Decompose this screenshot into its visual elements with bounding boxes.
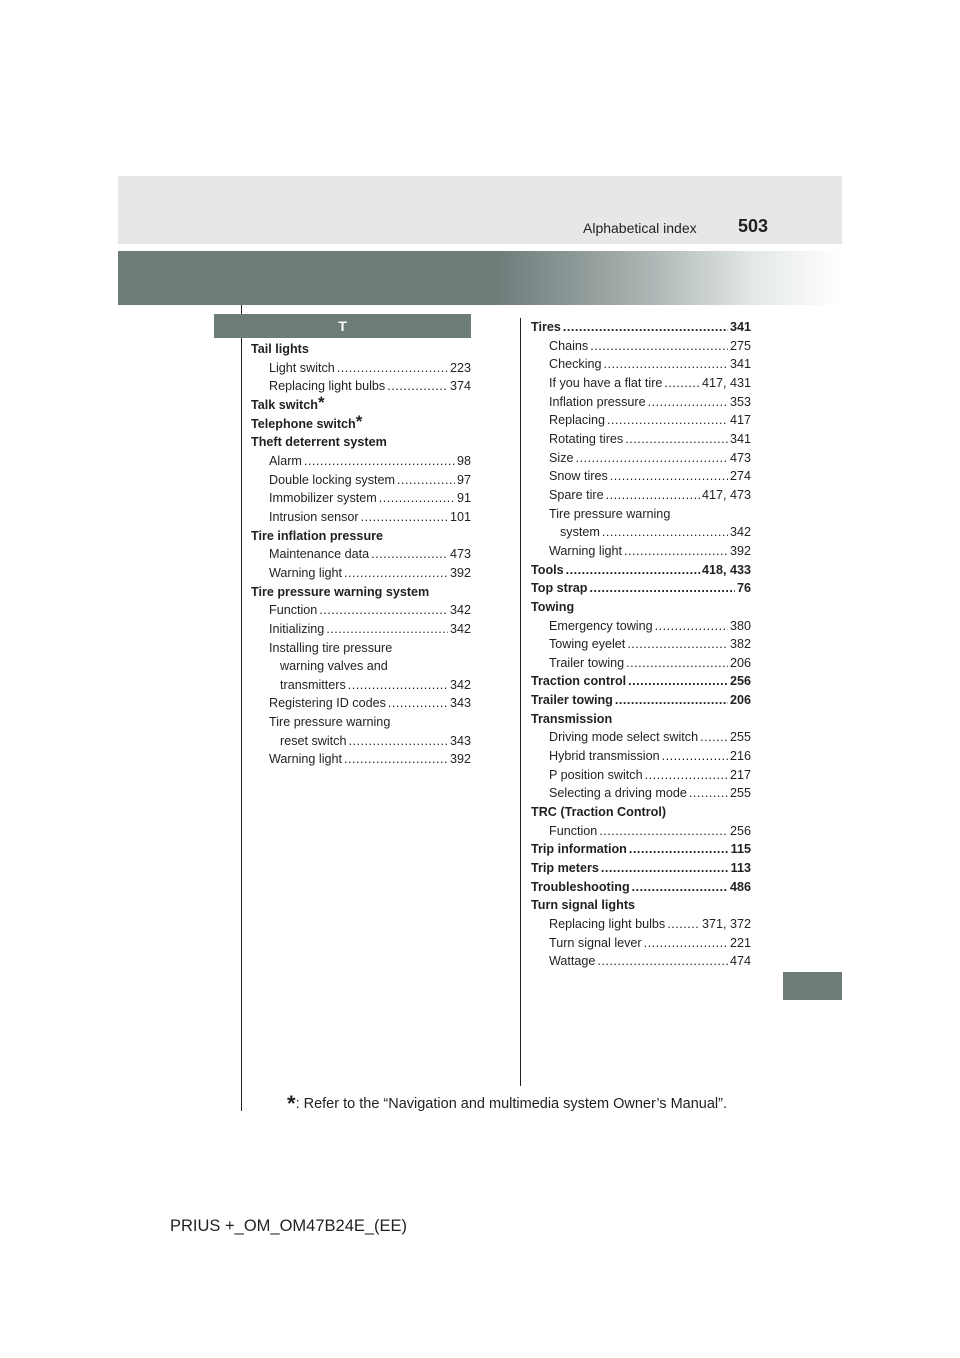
- index-entry: [531, 728, 751, 747]
- index-entry-text: Alarm: [269, 453, 302, 468]
- index-entry-page: 341: [729, 320, 751, 334]
- index-entry: [251, 639, 471, 658]
- index-entry: [531, 784, 751, 803]
- index-entry: [531, 654, 751, 673]
- index-entry-text: Emergency towing: [549, 618, 653, 633]
- index-entry-page: 374: [449, 379, 471, 394]
- dot-leader: [397, 471, 455, 490]
- index-entry-page: 98: [456, 453, 471, 468]
- index-entry-page: 217: [729, 767, 751, 782]
- dot-leader: [700, 728, 728, 747]
- index-entry-text: Towing: [531, 599, 575, 614]
- dot-leader: [344, 750, 448, 769]
- index-entry-page: 255: [729, 786, 751, 801]
- index-entry: [251, 340, 471, 359]
- footnote-reference-mark: *: [317, 392, 325, 412]
- index-entry-text: Replacing light bulbs: [549, 917, 666, 931]
- dot-leader: [664, 374, 700, 393]
- dot-leader: [337, 359, 448, 378]
- index-entry-page: 417, 431: [701, 375, 751, 390]
- index-entry-text: Warning light: [549, 543, 623, 558]
- index-entry-text: system: [560, 525, 600, 540]
- index-entry-label: [549, 393, 646, 412]
- index-entry-page: 101: [449, 509, 471, 524]
- index-entry-text: Replacing: [549, 413, 606, 428]
- index-entry: [531, 915, 751, 934]
- index-entry-label: [251, 433, 387, 452]
- dot-leader: [644, 934, 728, 953]
- index-entry-text: Trip meters: [531, 861, 599, 876]
- index-entry-label: [269, 713, 390, 732]
- dot-leader: [615, 691, 728, 710]
- dot-leader: [604, 355, 728, 374]
- index-entry-page: 392: [449, 565, 471, 580]
- index-entry-page: 223: [449, 360, 471, 375]
- index-entry: [531, 579, 751, 598]
- index-entry-label: [251, 411, 363, 434]
- footnote: [287, 1088, 727, 1114]
- index-entry-label: [549, 617, 653, 636]
- index-entry-text: P position switch: [549, 767, 643, 782]
- index-entry-page: 343: [449, 696, 471, 711]
- index-entry-text: Trailer towing: [549, 655, 625, 670]
- index-entry-text: Installing tire pressure: [269, 640, 393, 655]
- index-entry-text: Traction control: [531, 674, 627, 689]
- index-entry: [251, 359, 471, 378]
- index-entry-page: 382: [729, 637, 751, 652]
- dot-leader: [645, 766, 728, 785]
- index-entry: [531, 486, 751, 505]
- index-entry-label: [269, 508, 359, 527]
- index-entry-label: [531, 803, 666, 822]
- index-entry-text: Immobilizer system: [269, 491, 377, 506]
- index-entry-text: Tire pressure warning system: [251, 584, 430, 599]
- index-entry: [251, 713, 471, 732]
- index-entry-page: 342: [449, 677, 471, 692]
- dot-leader: [689, 784, 728, 803]
- index-entry: [251, 545, 471, 564]
- index-entry-label: [549, 430, 623, 449]
- dot-leader: [379, 489, 455, 508]
- dot-leader: [625, 430, 728, 449]
- index-entry-page: 392: [449, 752, 471, 767]
- index-entry: [251, 527, 471, 546]
- dot-leader: [590, 337, 728, 356]
- index-entry-page: 256: [729, 823, 751, 838]
- index-entry-text: Function: [549, 823, 598, 838]
- index-entry-label: [549, 374, 662, 393]
- document-code: PRIUS +_OM_OM47B24E_(EE): [170, 1217, 408, 1235]
- index-entry-text: Rotating tires: [549, 431, 624, 446]
- index-entry-label: [549, 411, 605, 430]
- index-entry-text: Warning light: [269, 752, 343, 767]
- index-entry-page: 255: [729, 730, 751, 745]
- index-entry-text: Checking: [549, 357, 602, 372]
- index-entry-page: 473: [729, 450, 751, 465]
- index-entry-text: Tire pressure warning: [549, 506, 671, 521]
- index-entry-label: [269, 545, 369, 564]
- index-entry-text: Tools: [531, 562, 564, 577]
- index-entry: [251, 452, 471, 471]
- index-entry: [531, 542, 751, 561]
- index-entry-text: Warning light: [269, 565, 343, 580]
- index-entry: [251, 564, 471, 583]
- index-entry-label: [549, 355, 602, 374]
- dot-leader: [601, 859, 729, 878]
- index-entry-page: 216: [729, 749, 751, 764]
- index-entry-label: [269, 564, 342, 583]
- section-title: Alphabetical index: [583, 220, 697, 236]
- index-entry-page: 221: [729, 935, 751, 950]
- dot-leader: [662, 747, 728, 766]
- index-entry-label: [531, 579, 587, 598]
- dot-leader: [629, 840, 729, 859]
- index-entry-label: [549, 449, 574, 468]
- letter-section-header: T: [214, 314, 471, 338]
- index-entry-label: [549, 542, 622, 561]
- index-entry: [531, 747, 751, 766]
- index-entry: [531, 430, 751, 449]
- index-entry-label: [269, 694, 386, 713]
- index-entry-text: Intrusion sensor: [269, 509, 359, 524]
- index-entry-text: Trip information: [531, 842, 627, 857]
- index-entry-page: 417, 473: [701, 487, 751, 502]
- index-entry-text: Snow tires: [549, 469, 608, 484]
- index-entry-text: Top strap: [531, 581, 588, 596]
- index-entry-label: [531, 859, 599, 878]
- index-entry-label: [549, 467, 608, 486]
- index-entry: [531, 952, 751, 971]
- index-entry-text: Size: [549, 450, 574, 465]
- index-entry: [531, 896, 751, 915]
- dot-leader: [606, 486, 700, 505]
- index-entry-text: Spare tire: [549, 487, 604, 502]
- footnote-reference-mark: *: [355, 411, 363, 431]
- index-entry: [531, 393, 751, 412]
- footnote-text: : Refer to the “Navigation and multimedia system Owner’s Manual”.: [295, 1096, 727, 1112]
- index-entry-page: 417: [729, 413, 751, 428]
- dot-leader: [589, 579, 735, 598]
- index-entry-page: 341: [729, 431, 751, 446]
- index-entry-page: 342: [449, 621, 471, 636]
- index-entry-label: [280, 732, 347, 751]
- index-entry: [531, 934, 751, 953]
- dot-leader: [371, 545, 448, 564]
- index-entry-text: Function: [269, 603, 318, 618]
- index-entry-label: [251, 527, 383, 546]
- index-entry-page: 206: [729, 693, 751, 708]
- index-entry-label: [549, 635, 625, 654]
- index-entry-page: 342: [449, 603, 471, 618]
- thumb-index-tab: [783, 972, 842, 1000]
- index-entry-text: If you have a flat tire: [549, 375, 663, 390]
- index-entry-label: [269, 620, 324, 639]
- index-entry-text: Theft deterrent system: [251, 435, 387, 450]
- index-entry: [531, 449, 751, 468]
- dot-leader: [624, 542, 728, 561]
- index-entry-page: 380: [729, 618, 751, 633]
- dot-leader: [361, 508, 448, 527]
- index-entry: [251, 508, 471, 527]
- dot-leader: [387, 377, 448, 396]
- index-entry: [531, 803, 751, 822]
- dot-leader: [632, 878, 728, 897]
- index-entry: [251, 694, 471, 713]
- index-entry-label: [549, 486, 604, 505]
- index-entry: [531, 672, 751, 691]
- dot-leader: [344, 564, 448, 583]
- dot-leader: [667, 915, 700, 934]
- index-entry: [531, 840, 751, 859]
- index-entry: [531, 337, 751, 356]
- dot-leader: [563, 318, 728, 337]
- index-entry-text: Towing eyelet: [549, 637, 626, 652]
- index-entry-label: [549, 728, 698, 747]
- index-entry-page: 76: [736, 581, 751, 596]
- index-entry-label: [269, 359, 335, 378]
- index-entry-label: [531, 598, 574, 617]
- index-entry-page: 275: [729, 338, 751, 353]
- index-entry: [531, 355, 751, 374]
- dot-leader: [388, 694, 448, 713]
- index-entry: [531, 710, 751, 729]
- index-entry-page: 113: [730, 861, 751, 876]
- index-entry: [251, 433, 471, 452]
- index-entry: [251, 732, 471, 751]
- header-band: [118, 251, 842, 305]
- index-entry-page: 115: [730, 842, 751, 857]
- dot-leader: [349, 732, 448, 751]
- index-entry-text: Transmission: [531, 711, 613, 726]
- index-entry-label: [251, 340, 309, 359]
- index-entry-label: [549, 822, 597, 841]
- index-entry-page: 343: [449, 733, 471, 748]
- index-entry-label: [531, 878, 630, 897]
- index-entry-page: 97: [456, 472, 471, 487]
- index-column-right: [531, 318, 751, 971]
- index-entry-text: Maintenance data: [269, 547, 370, 562]
- index-entry: [531, 878, 751, 897]
- index-entry-text: Driving mode select switch: [549, 730, 699, 745]
- dot-leader: [655, 617, 728, 636]
- index-entry: [531, 467, 751, 486]
- index-entry-label: [531, 561, 564, 580]
- index-entry-page: 474: [729, 954, 751, 969]
- index-entry: [531, 374, 751, 393]
- page-number: 503: [738, 216, 769, 236]
- index-entry: [251, 583, 471, 602]
- dot-leader: [648, 393, 728, 412]
- index-entry-label: [269, 377, 385, 396]
- index-entry-label: [560, 523, 600, 542]
- column-divider: [520, 318, 521, 1086]
- index-entry-text: Wattage: [549, 954, 596, 969]
- index-entry-label: [549, 934, 642, 953]
- index-entry-page: 371, 372: [701, 917, 751, 931]
- index-entry: [531, 822, 751, 841]
- index-entry-text: Replacing light bulbs: [269, 379, 386, 394]
- index-entry-label: [269, 601, 317, 620]
- index-entry: [251, 657, 471, 676]
- dot-leader: [566, 561, 700, 580]
- index-entry-text: Tires: [531, 320, 561, 334]
- index-entry-text: Double locking system: [269, 472, 395, 487]
- index-entry: [531, 561, 751, 580]
- dot-leader: [304, 452, 455, 471]
- dot-leader: [628, 672, 728, 691]
- index-entry: [531, 523, 751, 542]
- index-entry: [251, 750, 471, 769]
- index-entry-text: Telephone switch: [251, 416, 356, 431]
- footnote-mark: *: [287, 1091, 296, 1116]
- dot-leader: [610, 467, 728, 486]
- dot-leader: [597, 952, 728, 971]
- index-entry: [531, 691, 751, 710]
- index-entry-label: [280, 657, 388, 676]
- dot-leader: [607, 411, 728, 430]
- index-entry: [531, 766, 751, 785]
- index-entry: [531, 411, 751, 430]
- index-entry-label: [531, 896, 635, 915]
- index-entry: [251, 411, 471, 434]
- index-entry-text: Tail lights: [251, 342, 309, 356]
- index-entry-label: [280, 676, 346, 695]
- index-entry-text: Chains: [549, 338, 589, 353]
- index-entry-text: Turn signal lever: [549, 935, 642, 950]
- index-entry-text: Talk switch: [251, 397, 318, 412]
- index-entry-label: [549, 915, 665, 934]
- index-entry-text: Tire pressure warning: [269, 715, 391, 730]
- index-entry-text: TRC (Traction Control): [531, 805, 667, 820]
- index-entry: [531, 505, 751, 524]
- index-entry-label: [549, 784, 687, 803]
- index-entry-text: Turn signal lights: [531, 898, 636, 913]
- dot-leader: [602, 523, 728, 542]
- dot-leader: [319, 601, 448, 620]
- index-entry-page: 342: [729, 525, 751, 540]
- index-entry-label: [549, 952, 595, 971]
- index-entry-label: [531, 840, 627, 859]
- index-entry: [531, 617, 751, 636]
- index-entry-page: 341: [729, 357, 751, 372]
- dot-leader: [326, 620, 448, 639]
- index-entry: [251, 601, 471, 620]
- index-entry-page: 353: [729, 394, 751, 409]
- index-entry: [531, 598, 751, 617]
- index-entry: [251, 676, 471, 695]
- index-entry: [251, 471, 471, 490]
- index-entry-label: [269, 489, 377, 508]
- index-entry-text: Registering ID codes: [269, 696, 386, 711]
- index-entry-text: Hybrid transmission: [549, 749, 660, 764]
- index-entry: [531, 859, 751, 878]
- index-entry-page: 256: [729, 674, 751, 689]
- index-entry-page: 91: [456, 491, 471, 506]
- index-entry-text: transmitters: [280, 677, 346, 692]
- dot-leader: [626, 654, 728, 673]
- index-entry-text: Tire inflation pressure: [251, 528, 384, 543]
- index-entry-text: warning valves and: [280, 659, 388, 674]
- index-entry-text: Selecting a driving mode: [549, 786, 687, 801]
- left-rule: [241, 305, 242, 1111]
- dot-leader: [627, 635, 728, 654]
- index-entry-label: [549, 505, 670, 524]
- index-entry-label: [531, 691, 613, 710]
- index-entry-label: [251, 392, 325, 415]
- index-entry-label: [531, 318, 561, 337]
- index-entry-page: 418, 433: [701, 562, 751, 577]
- index-entry: [251, 377, 471, 396]
- index-entry-text: Initializing: [269, 621, 325, 636]
- index-entry-page: 274: [729, 469, 751, 484]
- index-entry-label: [269, 639, 392, 658]
- index-entry-label: [251, 583, 429, 602]
- index-entry-label: [269, 452, 302, 471]
- index-entry-page: 392: [729, 543, 751, 558]
- index-entry-label: [269, 471, 395, 490]
- index-entry-text: Inflation pressure: [549, 394, 646, 409]
- index-column-left: [251, 340, 471, 769]
- dot-leader: [576, 449, 728, 468]
- index-entry-label: [549, 654, 624, 673]
- index-entry: [531, 635, 751, 654]
- index-entry-text: Light switch: [269, 360, 335, 375]
- dot-leader: [348, 676, 448, 695]
- index-entry-label: [269, 750, 342, 769]
- index-entry-page: 473: [449, 547, 471, 562]
- dot-leader: [599, 822, 728, 841]
- index-entry-label: [549, 747, 660, 766]
- index-entry: [251, 489, 471, 508]
- header-bar: [118, 176, 842, 244]
- index-entry-text: Trailer towing: [531, 693, 613, 708]
- index-entry-text: Troubleshooting: [531, 879, 630, 894]
- index-entry: [531, 318, 751, 337]
- index-entry-page: 206: [729, 655, 751, 670]
- index-entry-label: [549, 337, 588, 356]
- index-entry-label: [549, 766, 643, 785]
- index-entry-label: [531, 672, 626, 691]
- index-entry-label: [531, 710, 612, 729]
- index-entry-page: 486: [729, 879, 751, 894]
- index-entry: [251, 620, 471, 639]
- index-entry-text: reset switch: [280, 733, 347, 748]
